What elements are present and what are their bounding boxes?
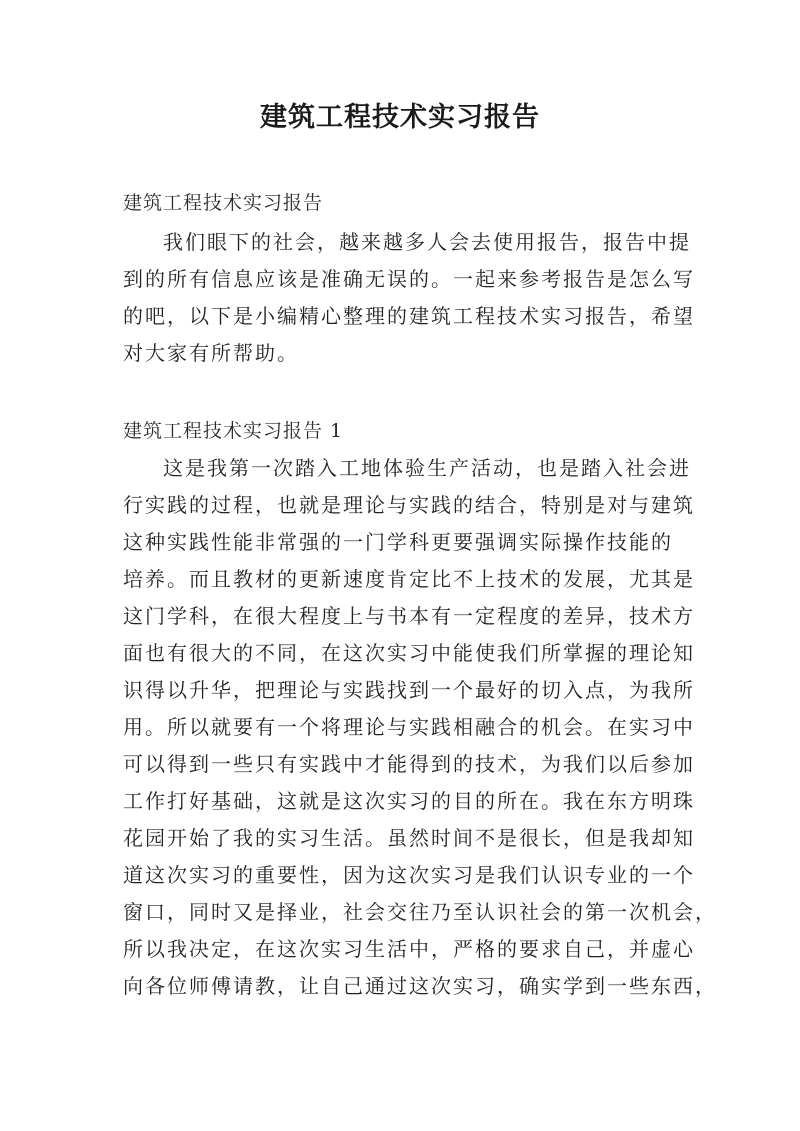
paragraph-line: 向各位师傅请教，让自己通过这次实习，确实学到一些东西， [123,974,717,998]
paragraph-line: 花园开始了我的实习生活。虽然时间不是很长，但是我却知 [123,826,695,850]
paragraph-line: 这是我第一次踏入工地体验生产活动，也是踏入社会进 [163,456,691,480]
paragraph-line: 可以得到一些只有实践中才能得到的技术，为我们以后参加 [123,752,695,776]
paragraph-line: 这门学科，在很大程度上与书本有一定程度的差异，技术方 [123,604,695,628]
paragraph-line: 面也有很大的不同，在这次实习中能使我们所掌握的理论知 [123,641,695,665]
intro-paragraph [123,224,695,372]
paragraph-line: 道这次实习的重要性，因为这次实习是我们认识专业的一个 [123,863,695,887]
intro-heading: 建筑工程技术实习报告 [123,192,324,214]
paragraph-line: 培养。而且教材的更新速度肯定比不上技术的发展，尤其是 [123,567,695,591]
paragraph-line: 的吧，以下是小编精心整理的建筑工程技术实习报告，希望 [123,304,695,328]
paragraph-line: 所以我决定，在这次实习生活中，严格的要求自己，并虚心 [123,937,695,961]
section1-heading: 建筑工程技术实习报告 1 [123,420,344,442]
paragraph-line: 用。所以就要有一个将理论与实践相融合的机会。在实习中 [123,715,695,739]
section1-paragraph [123,450,717,1005]
paragraph-line: 对大家有所帮助。 [123,341,299,365]
paragraph-line: 行实践的过程，也就是理论与实践的结合，特别是对与建筑 [123,493,695,517]
paragraph-line: 到的所有信息应该是准确无误的。一起来参考报告是怎么写 [123,267,695,291]
paragraph-line: 窗口，同时又是择业，社会交往乃至认识社会的第一次机会， [123,900,717,924]
paragraph-line: 我们眼下的社会，越来越多人会去使用报告，报告中提 [163,230,691,254]
paragraph-line: 识得以升华，把理论与实践找到一个最好的切入点，为我所 [123,678,695,702]
paragraph-line: 这种实践性能非常强的一门学科更要强调实际操作技能的 [123,530,673,554]
paragraph-line: 工作打好基础，这就是这次实习的目的所在。我在东方明珠 [123,789,695,813]
document-title: 建筑工程技术实习报告 [260,102,540,133]
